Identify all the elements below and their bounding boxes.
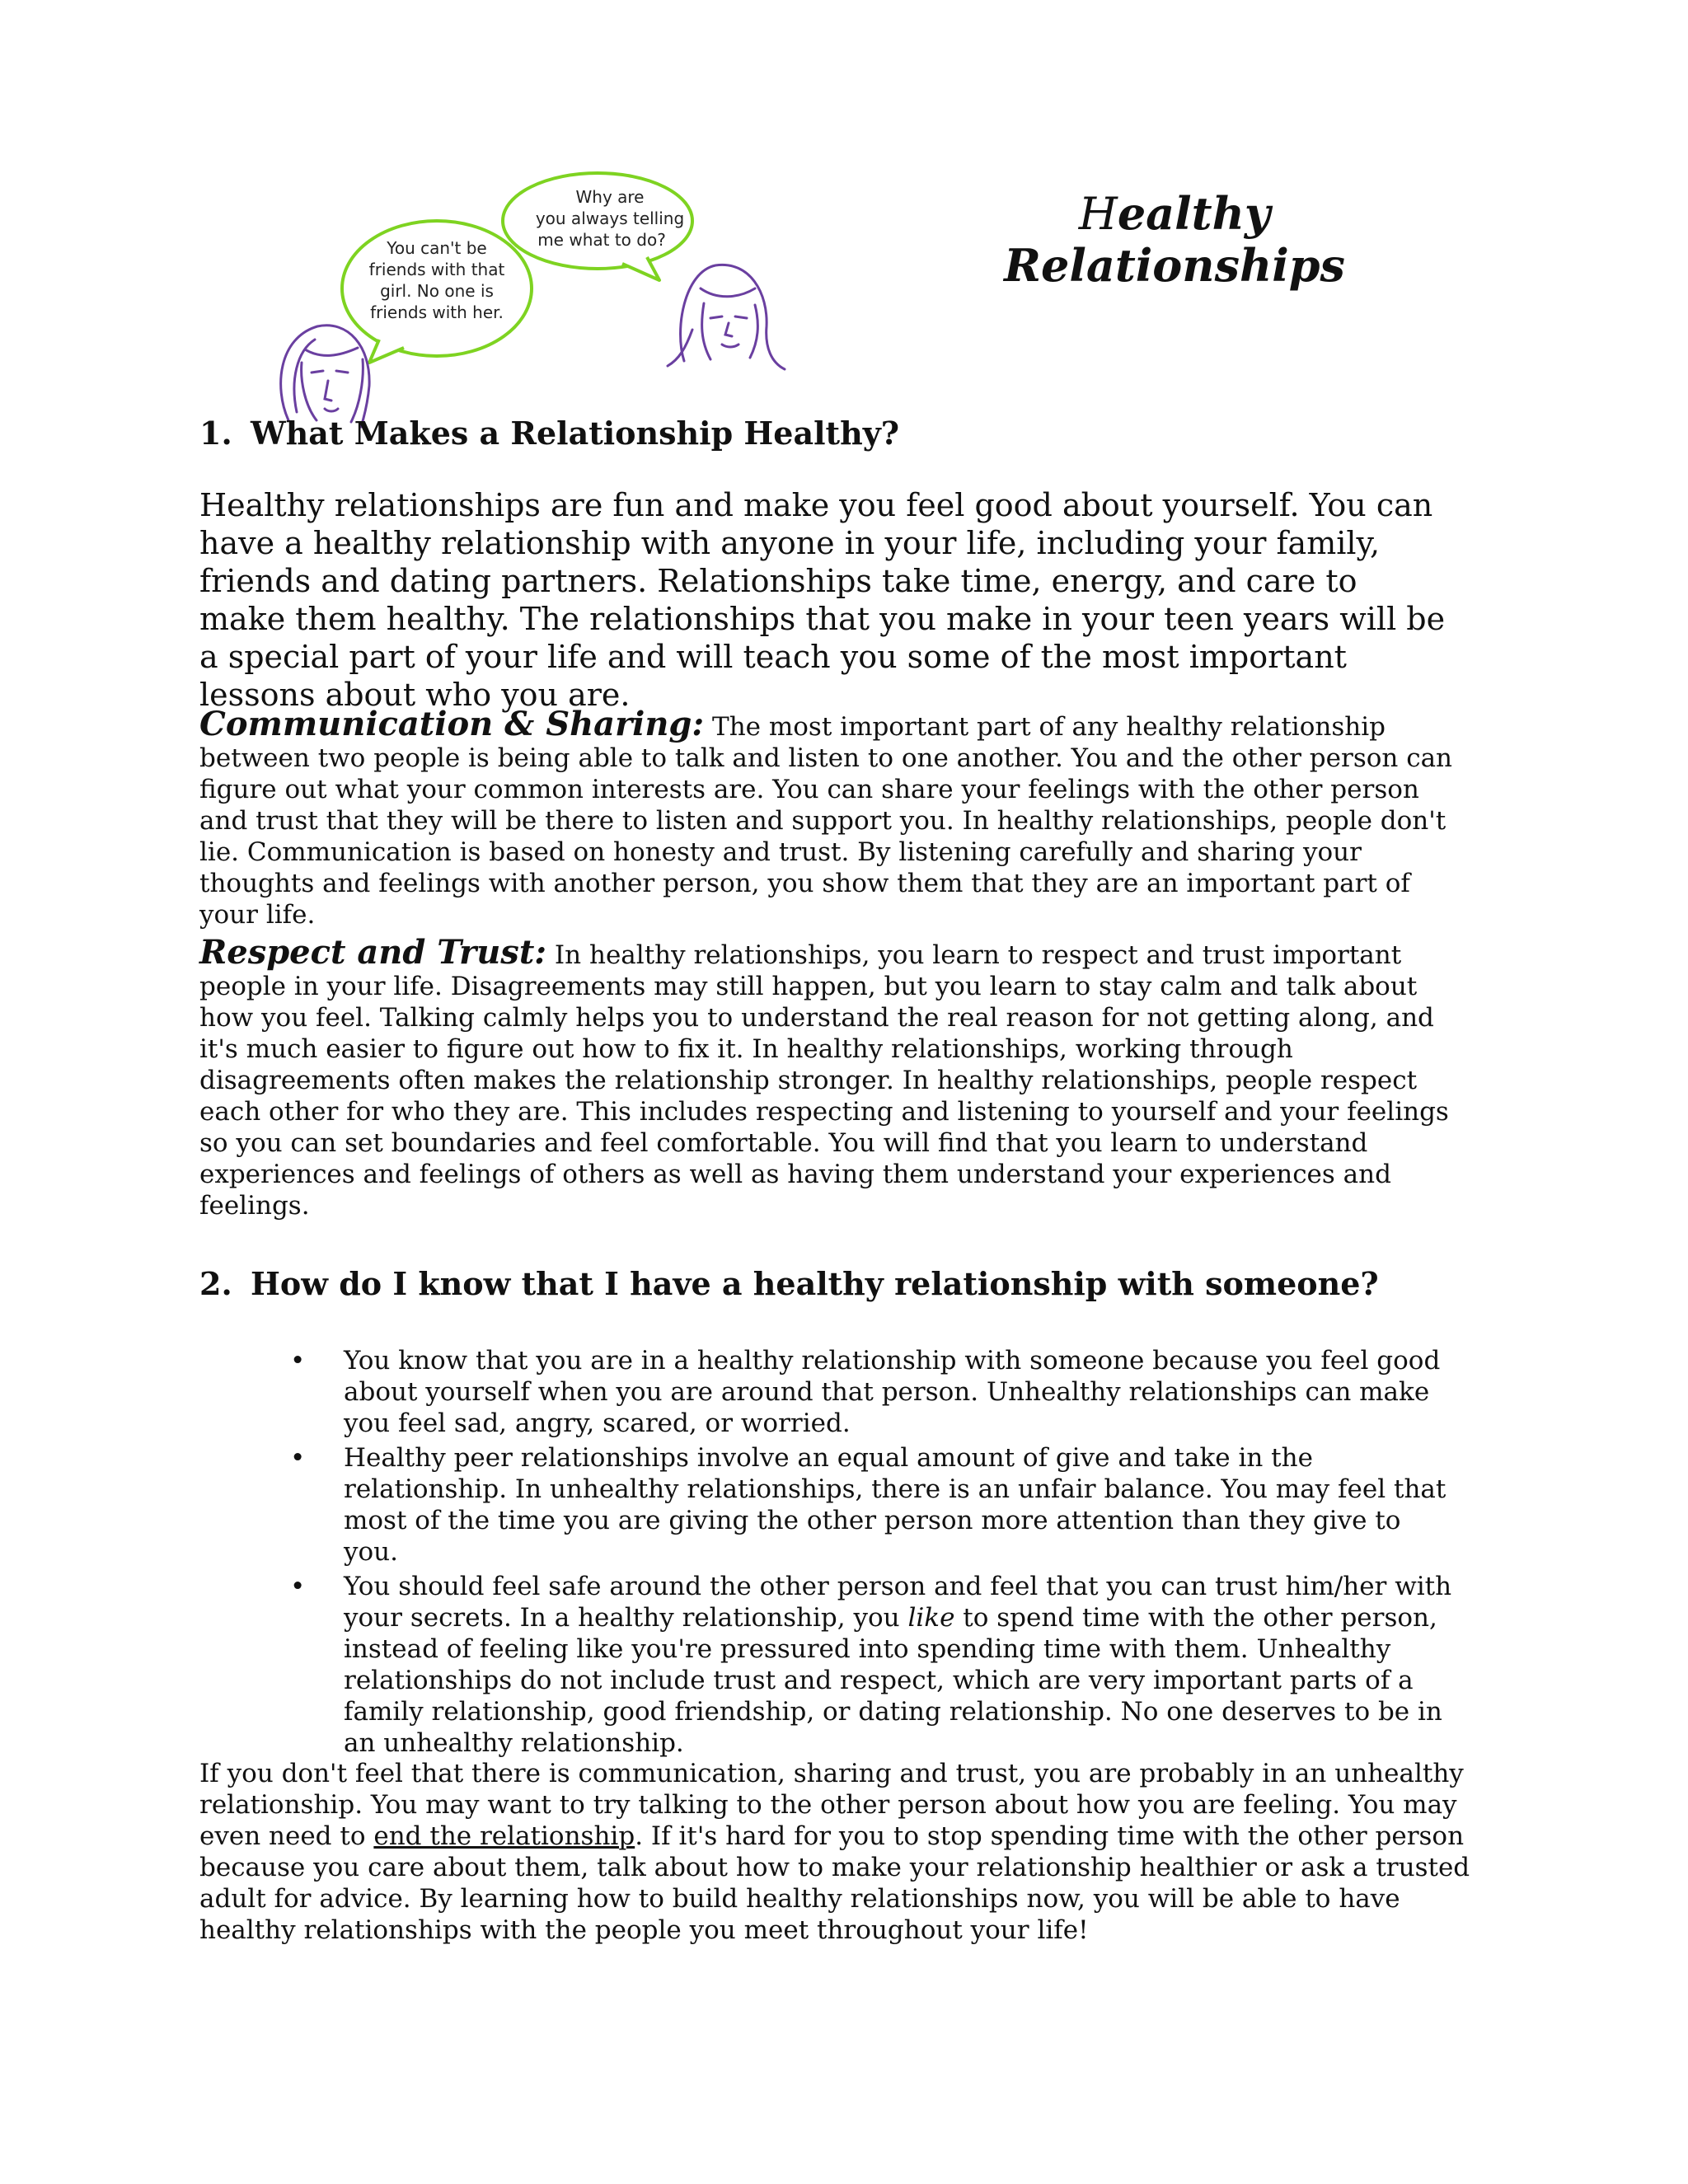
- list-item: [199, 1345, 1461, 1439]
- bubble-left-line-4: friends with her.: [370, 302, 504, 322]
- communication-label: Communication & Sharing:: [199, 705, 705, 743]
- section-1-heading-text: What Makes a Relationship Healthy?: [251, 415, 900, 452]
- section-1-number: 1.: [199, 415, 232, 452]
- title-line1-rest: ealthy: [1117, 187, 1271, 240]
- respect-label: Respect and Trust:: [199, 933, 547, 972]
- bullet3-part2: to spend time with the other person, instead of feeling like you're pressured into spending time with them. Unhealthy relationships do not include trust and respect, which are very important parts of a family relationship, good friendship, or dating relationship. No one deserves to be in an unhealthy relationship.: [344, 1603, 1442, 1758]
- respect-paragraph: [199, 933, 1461, 1221]
- section-2-heading: [199, 1265, 1379, 1303]
- bubble-left-line-1: You can't be: [387, 238, 487, 258]
- bubble-right-line-3: me what to do?: [537, 230, 666, 250]
- intro-paragraph: Healthy relationships are fun and make you feel good about yourself. You can have a healthy relationship with anyone in your life, including your family, friends and dating partners. Relationships take time, energy, and care to make them healthy. The relationships that you make in your teen years will be a special part of your life and will teach you some of the most important lessons about who you are.: [199, 487, 1446, 713]
- bubble-right-line-2: you always telling: [535, 209, 685, 228]
- section-1-heading: [199, 415, 899, 452]
- list-item: [199, 1442, 1461, 1568]
- page-title-line-2: Relationships: [1004, 239, 1345, 292]
- girl-figure-right: [668, 265, 785, 369]
- section-2-heading-text: How do I know that I have a healthy relationship with someone?: [251, 1265, 1379, 1302]
- communication-text: The most important part of any healthy relationship between two people is being able to talk and listen to one another. You and the other person can figure out what your common interests are. You can share your feelings with the other person and trust that they will be there to listen and support you. In healthy relationships, people don't lie. Communication is based on honesty and trust. By listening carefully and sharing your thoughts and feelings with another person, you show them that they are an important part of your life.: [199, 712, 1453, 930]
- girl-figure-left: [281, 326, 369, 427]
- speech-bubble-left: [342, 221, 532, 363]
- speech-bubble-right: [503, 173, 692, 280]
- page-title: [977, 188, 1372, 291]
- title-initial: H: [1078, 188, 1118, 240]
- list-item-text: [344, 1572, 1451, 1758]
- section-2-number: 2.: [199, 1265, 232, 1302]
- end-relationship-link[interactable]: end the relationship: [373, 1821, 635, 1851]
- bullet-icon: •: [290, 1346, 306, 1376]
- bullet-icon: •: [290, 1572, 306, 1601]
- list-item: [199, 1571, 1461, 1759]
- bubble-left-line-3: girl. No one is: [380, 281, 494, 301]
- page-title-line-1: [977, 188, 1372, 240]
- bullet3-emphasis: like: [907, 1603, 955, 1633]
- communication-paragraph: [199, 705, 1461, 930]
- respect-text: In healthy relationships, you learn to respect and trust important people in your life. Disagreements may still happen, but you learn to stay calm and talk about how you feel. Talking calmly helps you to understand the real reason for not getting along, and it's much easier to figure out how to fix it. In healthy relationships, working through disagreements often makes the relationship stronger. In healthy relationships, people respect each other for who they are. This includes respecting and listening to yourself and your feelings so you can set boundaries and feel comfortable. You will find that you learn to understand experiences and feelings of others as well as having them understand your experiences and feelings.: [199, 940, 1449, 1221]
- healthy-signs-list: [199, 1345, 1461, 1762]
- closing-paragraph: [199, 1758, 1481, 1946]
- bubble-left-line-2: friends with that: [368, 260, 505, 279]
- closing-text-2: . If it's hard for you to stop spending time with the other person because you care about them, talk about how to make your relationship healthier or ask a trusted adult for advice. By learning how to build healthy relationships now, you will be able to have healthy relationships with the people you meet throughout your life!: [199, 1821, 1470, 1945]
- list-item-text: You know that you are in a healthy relationship with someone because you feel good about yourself when you are around that person. Unhealthy relationships can make you feel sad, angry, scared, or worried.: [344, 1346, 1441, 1438]
- list-item-text: Healthy peer relationships involve an equal amount of give and take in the relationship. In unhealthy relationships, there is an unfair balance. You may feel that most of the time you are giving the other person more attention than they give to you.: [344, 1443, 1447, 1567]
- bubble-right-line-1: Why are: [575, 187, 645, 207]
- cartoon-illustration: [272, 165, 816, 429]
- closing-text-1: If you don't feel that there is communication, sharing and trust, you are probably in an unhealthy relationship. You may want to try talking to the other person about how you are feeling. You may even need to: [199, 1759, 1464, 1851]
- bullet3-part1: You should feel safe around the other person and feel that you can trust him/her with your secrets. In a healthy relationship, you: [344, 1572, 1452, 1633]
- bullet-icon: •: [290, 1443, 306, 1473]
